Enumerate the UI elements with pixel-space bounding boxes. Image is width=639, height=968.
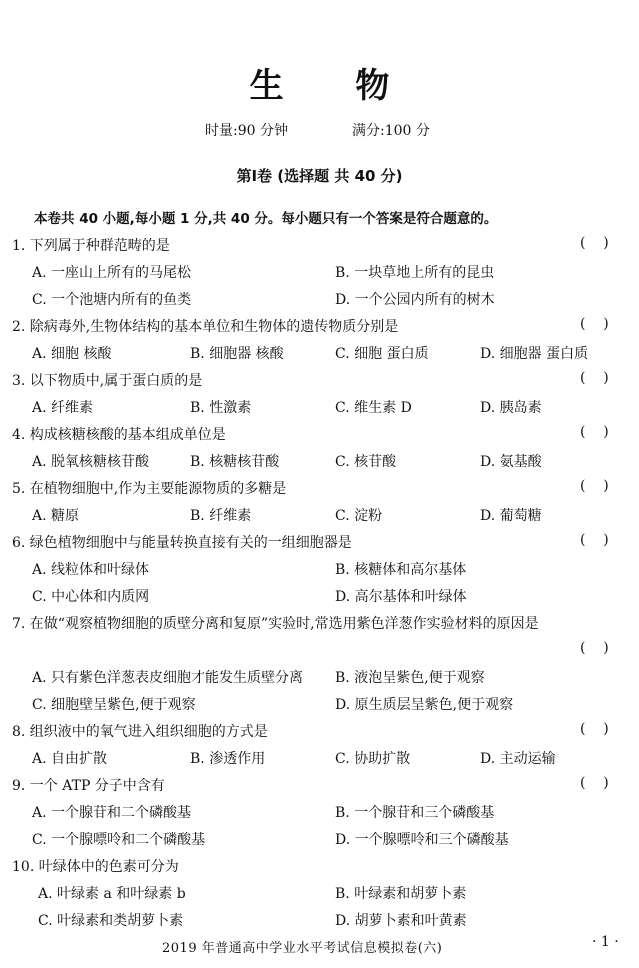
- q10-option-d: D. 胡萝卜素和叶黄素: [335, 913, 467, 929]
- q9-option-d: D. 一个腺嘌呤和三个磷酸基: [335, 832, 509, 848]
- q10-option-a: A. 叶绿素 a 和叶绿素 b: [38, 886, 186, 902]
- q5-option-c: C. 淀粉: [335, 508, 383, 524]
- answer-bracket-6: ( ): [580, 532, 609, 548]
- q3-option-d: D. 胰岛素: [480, 400, 542, 416]
- question-2: 2. 除病毒外,生物体结构的基本单位和生物体的遗传物质分别是: [12, 319, 399, 335]
- q1-option-a: A. 一座山上所有的马尾松: [32, 265, 192, 281]
- q8-option-c: C. 协助扩散: [335, 751, 411, 767]
- q9-option-a: A. 一个腺苷和二个磷酸基: [32, 805, 192, 821]
- q8-option-a: A. 自由扩散: [32, 751, 108, 767]
- answer-bracket-9: ( ): [580, 775, 609, 791]
- q2-option-c: C. 细胞 蛋白质: [335, 346, 429, 362]
- question-8: 8. 组织液中的氧气进入组织细胞的方式是: [12, 724, 268, 740]
- q7-option-c: C. 细胞壁呈紫色,便于观察: [32, 697, 196, 713]
- question-5: 5. 在植物细胞中,作为主要能源物质的多糖是: [12, 481, 287, 497]
- q5-option-a: A. 糖原: [32, 508, 80, 524]
- q3-option-b: B. 性激素: [190, 400, 252, 416]
- full-score: 满分:100 分: [352, 123, 430, 139]
- q3-option-c: C. 维生素 D: [335, 400, 412, 416]
- q9-option-b: B. 一个腺苷和三个磷酸基: [335, 805, 495, 821]
- question-6: 6. 绿色植物细胞中与能量转换直接有关的一组细胞器是: [12, 535, 352, 551]
- q7-option-a: A. 只有紫色洋葱表皮细胞才能发生质壁分离: [32, 670, 304, 686]
- q6-option-c: C. 中心体和内质网: [32, 589, 150, 605]
- q3-option-a: A. 纤维素: [32, 400, 94, 416]
- q4-option-b: B. 核糖核苷酸: [190, 454, 280, 470]
- question-3: 3. 以下物质中,属于蛋白质的是: [12, 373, 203, 389]
- q10-option-b: B. 叶绿素和胡萝卜素: [335, 886, 467, 902]
- q8-option-d: D. 主动运输: [480, 751, 556, 767]
- q6-option-a: A. 线粒体和叶绿体: [32, 562, 150, 578]
- q10-option-c: C. 叶绿素和类胡萝卜素: [38, 913, 184, 929]
- q4-option-c: C. 核苷酸: [335, 454, 397, 470]
- q8-option-b: B. 渗透作用: [190, 751, 266, 767]
- q4-option-d: D. 氨基酸: [480, 454, 542, 470]
- q1-option-d: D. 一个公园内所有的树木: [335, 292, 495, 308]
- answer-bracket-5: ( ): [580, 478, 609, 494]
- page-footer: 2019 年普通高中学业水平考试信息模拟卷(六): [162, 941, 443, 956]
- page-title: 生 物: [249, 66, 420, 106]
- answer-bracket-1: ( ): [580, 235, 609, 251]
- q4-option-a: A. 脱氧核糖核苷酸: [32, 454, 150, 470]
- q6-option-b: B. 核糖体和高尔基体: [335, 562, 467, 578]
- q7-option-b: B. 液泡呈紫色,便于观察: [335, 670, 485, 686]
- q2-option-a: A. 细胞 核酸: [32, 346, 112, 362]
- q1-option-b: B. 一块草地上所有的昆虫: [335, 265, 495, 281]
- section-heading: 第Ⅰ卷 (选择题 共 40 分): [236, 167, 403, 185]
- answer-bracket-3: ( ): [580, 370, 609, 386]
- q9-option-c: C. 一个腺嘌呤和二个磷酸基: [32, 832, 206, 848]
- answer-bracket-4: ( ): [580, 424, 609, 440]
- question-4: 4. 构成核糖核酸的基本组成单位是: [12, 427, 226, 443]
- q6-option-d: D. 高尔基体和叶绿体: [335, 589, 467, 605]
- question-7: 7. 在做“观察植物细胞的质壁分离和复原”实验时,常选用紫色洋葱作实验材料的原因是: [12, 616, 539, 632]
- time-limit: 时量:90 分钟: [205, 123, 288, 139]
- question-1: 1. 下列属于种群范畴的是: [12, 238, 170, 254]
- q2-option-d: D. 细胞器 蛋白质: [480, 346, 589, 362]
- answer-bracket-2: ( ): [580, 316, 609, 332]
- page-number: · 1 ·: [592, 934, 619, 950]
- question-10: 10. 叶绿体中的色素可分为: [12, 859, 179, 875]
- answer-bracket-8: ( ): [580, 721, 609, 737]
- instructions: 本卷共 40 小题,每小题 1 分,共 40 分。每小题只有一个答案是符合题意的。: [34, 211, 498, 227]
- q2-option-b: B. 细胞器 核酸: [190, 346, 284, 362]
- answer-bracket-7: ( ): [580, 640, 609, 656]
- q7-option-d: D. 原生质层呈紫色,便于观察: [335, 697, 514, 713]
- q5-option-d: D. 葡萄糖: [480, 508, 542, 524]
- q5-option-b: B. 纤维素: [190, 508, 252, 524]
- question-9: 9. 一个 ATP 分子中含有: [12, 778, 165, 794]
- q1-option-c: C. 一个池塘内所有的鱼类: [32, 292, 192, 308]
